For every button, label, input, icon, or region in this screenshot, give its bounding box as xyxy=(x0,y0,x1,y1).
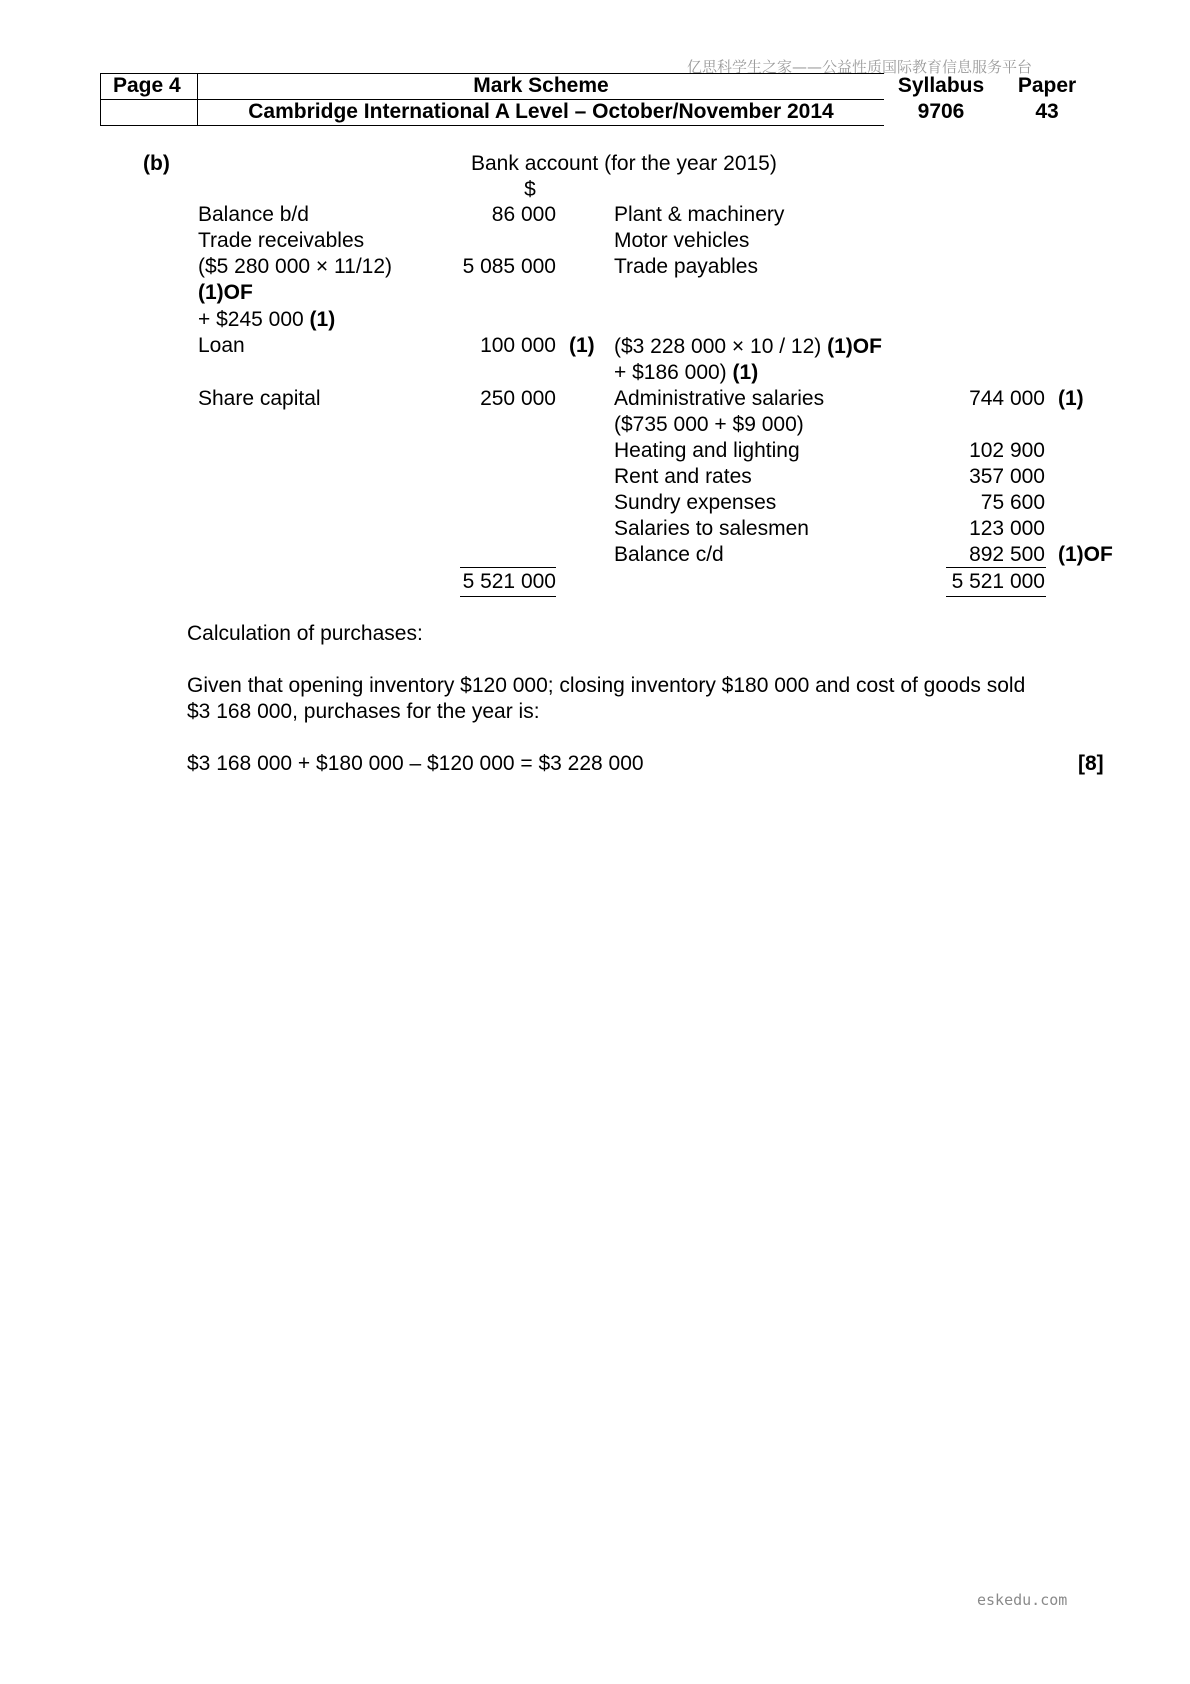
credit-payables-plus-mark: (1) xyxy=(732,361,759,384)
credit-salesmen: Salaries to salesmen xyxy=(614,517,809,540)
credit-total-underline xyxy=(946,596,1046,597)
watermark-text-bottom: eskedu.com xyxy=(977,1591,1068,1609)
credit-motor: Motor vehicles xyxy=(614,229,750,252)
section-label: (b) xyxy=(143,152,170,175)
credit-heating-amount: 102 900 xyxy=(969,439,1045,462)
credit-rent: Rent and rates xyxy=(614,465,752,488)
debit-loan-mark: (1) xyxy=(569,334,595,357)
debit-loan: Loan xyxy=(198,334,245,357)
credit-admin-mark: (1) xyxy=(1058,387,1084,410)
debit-receivables-amount: 5 085 000 xyxy=(462,255,556,278)
credit-rent-amount: 357 000 xyxy=(969,465,1045,488)
credit-payables-calc-mark: (1)OF xyxy=(827,335,882,358)
debit-loan-amount: 100 000 xyxy=(480,334,556,357)
page-number: Page 4 xyxy=(113,74,181,97)
credit-payables-plus: + $186 000) xyxy=(614,361,727,384)
credit-heating: Heating and lighting xyxy=(614,439,800,462)
debit-share-capital: Share capital xyxy=(198,387,321,410)
page-title: Mark Scheme xyxy=(473,74,609,97)
calc-heading: Calculation of purchases: xyxy=(187,622,423,645)
calc-line-2: $3 168 000, purchases for the year is: xyxy=(187,700,540,723)
debit-balance-bd: Balance b/d xyxy=(198,203,309,226)
debit-receivables-calc: ($5 280 000 × 11/12) xyxy=(198,255,393,278)
credit-plant: Plant & machinery xyxy=(614,203,785,226)
debit-balance-bd-amount: 86 000 xyxy=(491,203,556,226)
debit-trade-receivables: Trade receivables xyxy=(198,229,365,252)
credit-admin-salaries: Administrative salaries xyxy=(614,387,825,410)
debit-total-rule xyxy=(460,567,556,568)
credit-trade-payables: Trade payables xyxy=(614,255,758,278)
watermark-text-top: 亿思科学生之家——公益性质国际教育信息服务平台 xyxy=(687,58,1033,76)
credit-admin-calc: ($735 000 + $9 000) xyxy=(614,413,804,436)
credit-total: 5 521 000 xyxy=(951,570,1045,593)
credit-salesmen-amount: 123 000 xyxy=(969,517,1045,540)
credit-balance-cd: Balance c/d xyxy=(614,543,724,566)
debit-receivables-plus: + $245 000 xyxy=(198,308,304,331)
paper-label: Paper xyxy=(1017,74,1077,97)
credit-admin-amount: 744 000 xyxy=(969,387,1045,410)
page-subtitle: Cambridge International A Level – October/November 2014 xyxy=(248,100,834,123)
credit-sundry: Sundry expenses xyxy=(614,491,777,514)
credit-payables-calc: ($3 228 000 × 10 / 12) xyxy=(614,335,822,358)
syllabus-value: 9706 xyxy=(917,100,965,123)
credit-balance-cd-amount: 892 500 xyxy=(969,543,1045,566)
credit-total-rule xyxy=(946,567,1046,568)
credit-sundry-amount: 75 600 xyxy=(980,491,1045,514)
calc-line-1: Given that opening inventory $120 000; closing inventory $180 000 and cost of goods sold xyxy=(187,674,1026,697)
calc-formula: $3 168 000 + $180 000 – $120 000 = $3 228 000 xyxy=(187,752,644,775)
paper-value: 43 xyxy=(1035,100,1059,123)
debit-receivables-plus-mark: (1) xyxy=(309,308,336,331)
syllabus-label: Syllabus xyxy=(897,74,985,97)
account-title: Bank account (for the year 2015) xyxy=(471,152,777,175)
credit-balance-cd-mark: (1)OF xyxy=(1058,543,1113,566)
debit-share-capital-amount: 250 000 xyxy=(480,387,556,410)
debit-receivables-mark: (1)OF xyxy=(198,281,253,304)
debit-total: 5 521 000 xyxy=(462,570,556,593)
currency-label: $ xyxy=(524,178,536,201)
debit-total-underline xyxy=(460,596,556,597)
total-marks: [8] xyxy=(1078,752,1104,775)
